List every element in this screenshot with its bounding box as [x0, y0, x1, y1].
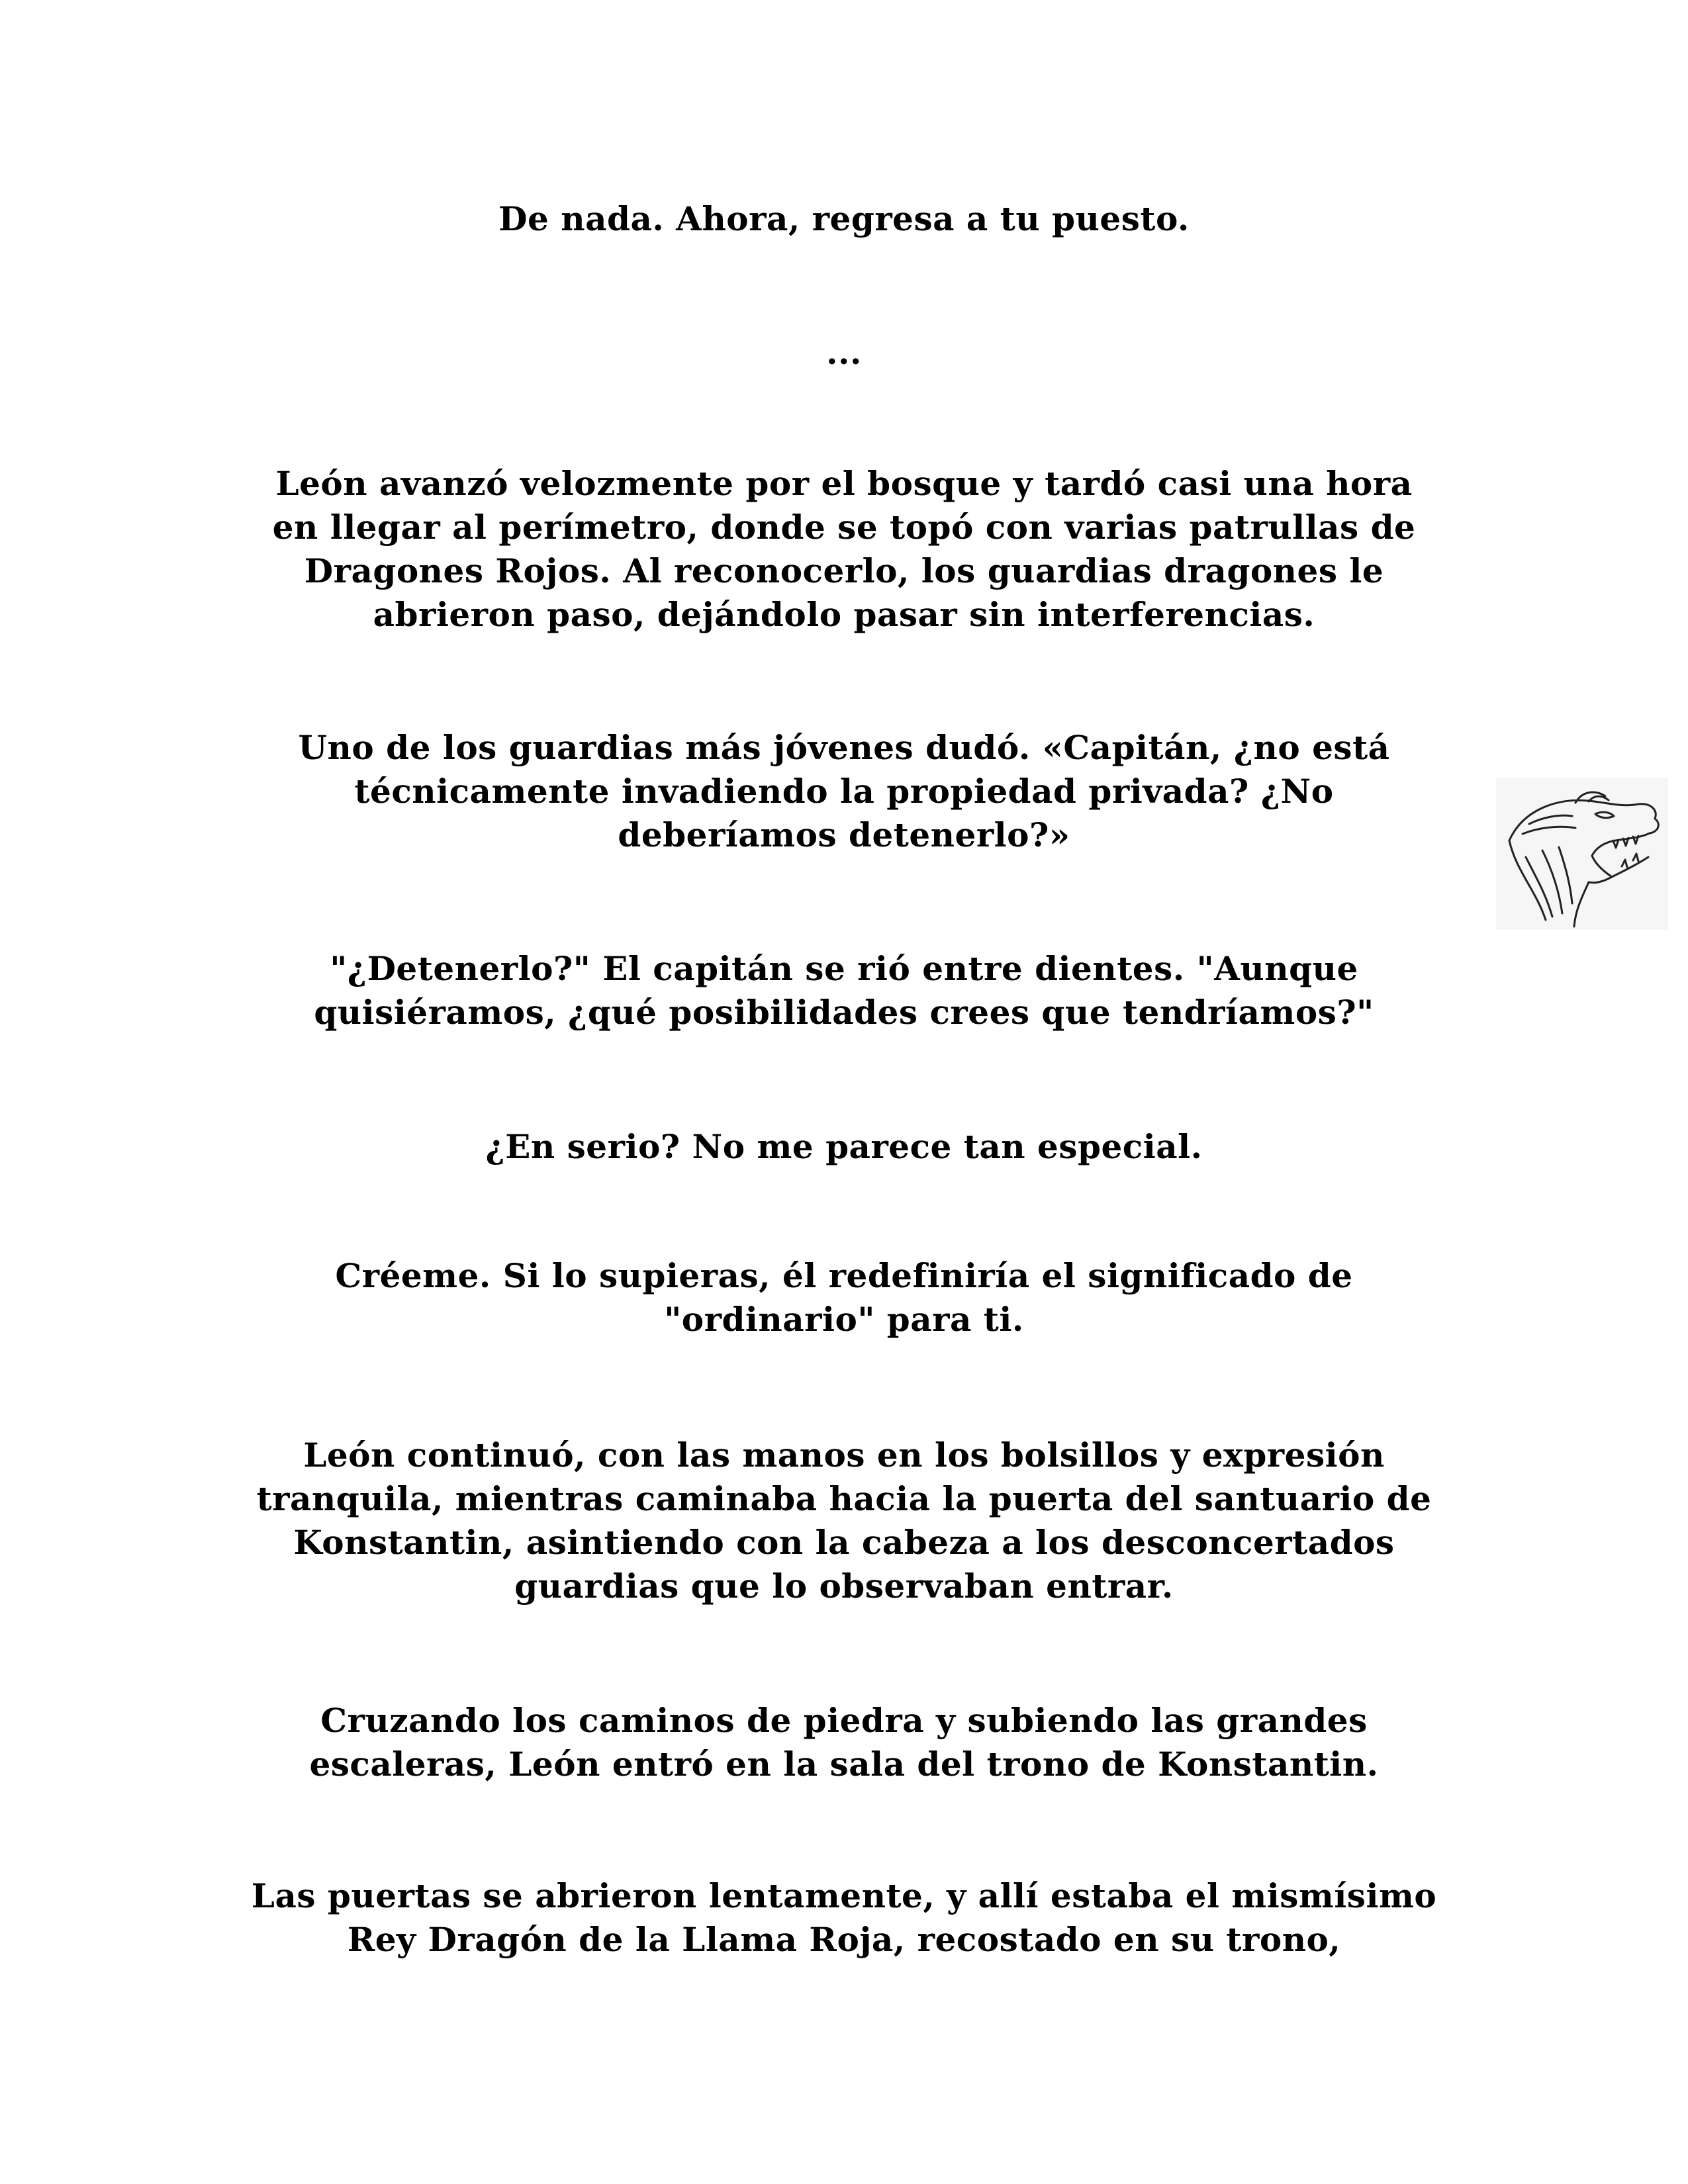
- paragraph-3: León avanzó velozmente por el bosque y tardó casi una hora en llegar al perímetro, donde se topó con varias patrullas de Dragones Rojos. Al reconocerlo, los guardias dragones le abrieron paso, dejándolo pasar sin interferencias.: [272, 464, 1416, 634]
- paragraph-4: Uno de los guardias más jóvenes dudó. «Capitán, ¿no está técnicamente invadiendo la propiedad privada? ¿No deberíamos detenerlo?»: [298, 728, 1390, 854]
- paragraph-8: León continuó, con las manos en los bolsillos y expresión tranquila, mientras caminaba hacia la puerta del santuario de Konstantin, asintiendo con la cabeza a los desconcertados guardias que lo observaban entrar.: [256, 1435, 1432, 1606]
- paragraph-5: "¿Detenerlo?" El capitán se rió entre dientes. "Aunque quisiéramos, ¿qué posibilidades crees que tendríamos?": [314, 949, 1374, 1032]
- paragraph-6: ¿En serio? No me parece tan especial.: [485, 1127, 1203, 1166]
- paragraph-10: Las puertas se abrieron lentamente, y allí estaba el mismísimo Rey Dragón de la Llama Roja, recostado en su trono,: [251, 1876, 1437, 1959]
- paragraph-ellipsis: ...: [826, 333, 862, 372]
- dragon-sketch-icon: [1496, 778, 1668, 930]
- paragraph-1: De nada. Ahora, regresa a tu puesto.: [498, 199, 1190, 238]
- paragraph-7: Créeme. Si lo supieras, él redefiniría el significado de "ordinario" para ti.: [335, 1256, 1353, 1339]
- paragraph-9: Cruzando los caminos de piedra y subiendo las grandes escaleras, León entró en la sala del trono de Konstantin.: [309, 1701, 1379, 1784]
